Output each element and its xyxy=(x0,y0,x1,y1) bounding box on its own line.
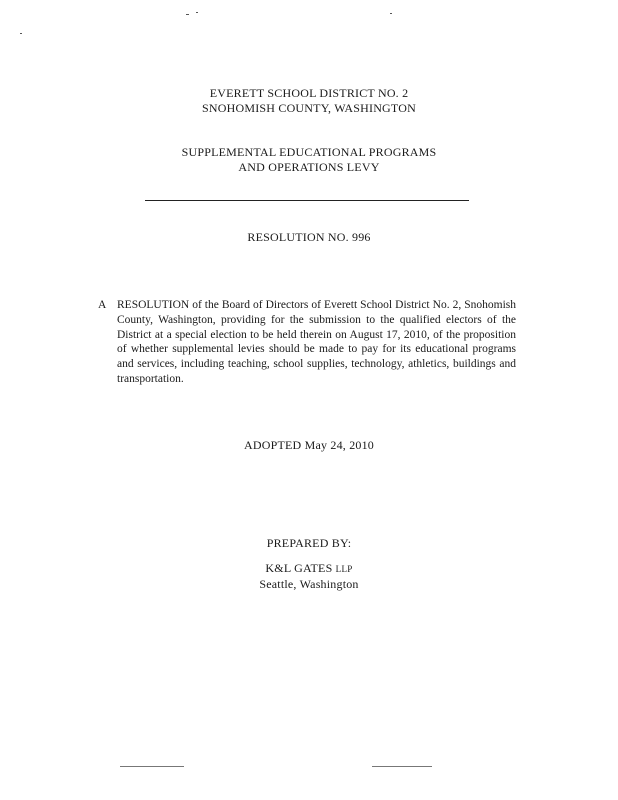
county-name: SNOHOMISH COUNTY, WASHINGTON xyxy=(202,101,416,115)
adopted-date: ADOPTED May 24, 2010 xyxy=(244,438,374,452)
prepared-by-label: PREPARED BY: xyxy=(266,536,352,550)
firm-location: Seattle, Washington xyxy=(259,577,359,591)
resolution-number: RESOLUTION NO. 996 xyxy=(247,230,371,244)
firm-suffix: LLP xyxy=(335,564,353,574)
footer-scan-mark xyxy=(372,766,432,767)
firm-name: K&L GATES xyxy=(265,561,333,575)
district-name: EVERETT SCHOOL DISTRICT NO. 2 xyxy=(209,86,409,100)
scan-speck xyxy=(20,33,22,34)
title-divider xyxy=(145,200,469,201)
resolution-description xyxy=(98,298,516,387)
levy-title-line2: AND OPERATIONS LEVY xyxy=(238,160,380,174)
levy-title-line1: SUPPLEMENTAL EDUCATIONAL PROGRAMS xyxy=(181,145,437,159)
resolution-text: RESOLUTION of the Board of Directors of Everett School District No. 2, Snohomish County, Washington, providing for the submission to the qualified electors of the District at a special election to be held therein on August 17, 2010, of the proposition of whether supplemental levies should be made to pay for its educational programs and services, including teaching, school supplies, technology, athletics, buildings and transportation. xyxy=(117,299,516,385)
resolution-marker: A xyxy=(98,299,107,311)
footer-scan-mark xyxy=(120,766,184,767)
law-firm-name xyxy=(0,561,618,577)
scan-speck xyxy=(196,12,198,13)
scan-speck xyxy=(186,14,189,15)
scan-speck xyxy=(390,13,392,14)
